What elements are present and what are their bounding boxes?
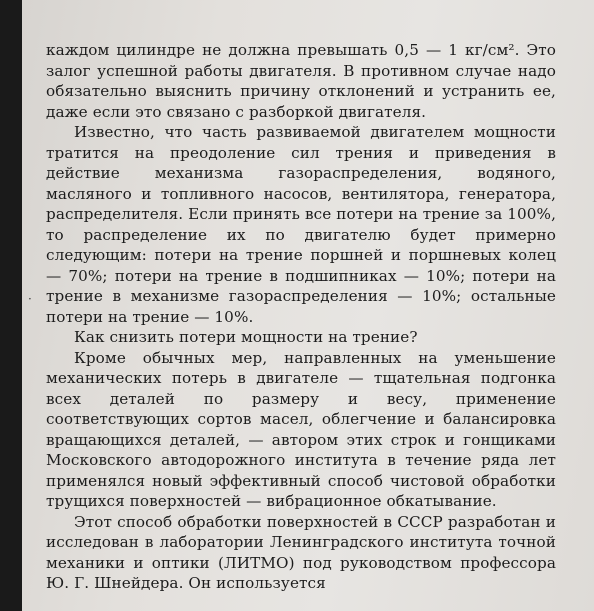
page-text bbox=[46, 40, 556, 594]
paragraph-5: Этот способ обработки поверхностей в СССР разработан и исследован в лаборатории Ленинградского института точной механики и оптики (ЛИТМО) под руководством профессора Ю. Г. Шнейдера. Он используется bbox=[46, 512, 556, 592]
paragraph-1: каждом цилиндре не должна превышать 0,5 — 1 кг/см². Это залог успешной работы двигателя. В противном случае надо обязательно выяснить причину отклонений и устранить ее, даже если это связано с разборкой двигателя. bbox=[46, 41, 556, 121]
paragraph-3-question: Как снизить потери мощности на трение? bbox=[74, 328, 418, 346]
paragraph-2: Известно, что часть развиваемой двигателем мощности тратится на преодоление сил трения и приведения в действие механизма газораспределения, водяного, масляного и топливного насосов, вентилятора, генератора, распределителя. Если принять все потери на трение за 100%, то распределение их по двигателю будет примерно следующим: потери на трение поршней и поршневых колец — 70%; потери на трение в подшипниках — 10%; потери на трение в механизме газораспределения — 10%; остальные потери на трение — 10%. bbox=[46, 123, 556, 326]
book-page bbox=[22, 0, 594, 611]
paragraph-4: Кроме обычных мер, направленных на уменьшение механических потерь в двигателе — тщательная подгонка всех деталей по размеру и весу, применение соответствующих сортов масел, облегчение и балансировка вращающихся деталей, — автором этих строк и гонщиками Московского автодорожного института в течение ряда лет применялся новый эффективный способ чистовой обработки трущихся поверхностей — вибрационное обкатывание. bbox=[46, 348, 556, 510]
stray-mark: · bbox=[28, 292, 32, 306]
